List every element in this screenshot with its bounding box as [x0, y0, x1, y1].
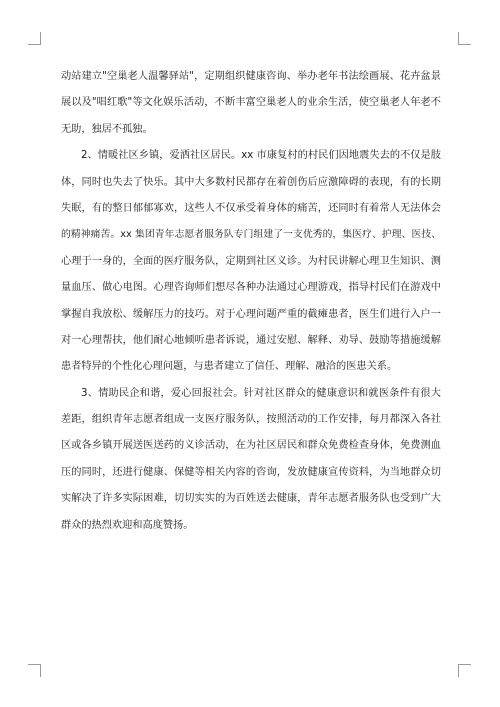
- text-line: 动站建立"空巢老人温馨驿站"，定期组织健康咨询、举办老年书法绘画展、花卉盆景: [61, 71, 441, 82]
- text-line: 心理于一身的，全面的医疗服务队，定期到社区义诊。为村民讲解心理卫生知识、测: [61, 255, 441, 267]
- text-line: 3、情助民企和谐，爱心回报社会。针对社区群众的健康意识和就医条件有很大: [81, 387, 441, 399]
- crop-mark-top-left: [28, 32, 41, 45]
- paragraph-2: [61, 143, 441, 381]
- text-line: 2、情暖社区乡镇，爱洒社区居民。xx 市康复村的村民们因地震失去的不仅是肢: [81, 150, 441, 162]
- paragraph-1: [61, 64, 441, 143]
- text-line: 展以及"唱红歌"等文化娱乐活动，不断丰富空巢老人的业余生活，使空巢老人年老不: [61, 97, 441, 109]
- text-line: 患者特异的个性化心理问题，与患者建立了信任、理解、融洽的医患关系。: [61, 361, 398, 373]
- crop-mark-bottom-left: [28, 664, 41, 677]
- crop-mark-bottom-right: [458, 664, 471, 677]
- text-line: 掌握自我放松、缓解压力的技巧。对于心理问题严重的截瘫患者，医生们进行入户一: [61, 308, 441, 320]
- text-line: 失眠，有的整日郁郁寡欢，这些人不仅承受着身体的痛苦，还同时有着常人无法体会: [61, 202, 441, 214]
- text-line: 体，同时也失去了快乐。其中大多数村民都存在着创伤后应激障碍的表现，有的长期: [61, 176, 441, 188]
- document-body: [61, 64, 441, 539]
- text-line: 无助，独居不孤独。: [61, 123, 153, 135]
- paragraph-3: [61, 381, 441, 539]
- text-line: 对一心理帮扶，他们耐心地倾听患者诉说，通过安慰、解释、劝导、鼓励等措施缓解: [61, 334, 441, 346]
- text-line: 实解决了许多实际困难，切切实实的为百姓送去健康，青年志愿者服务队也受到广大: [61, 493, 441, 505]
- text-line: 群众的热烈欢迎和高度赞扬。: [61, 519, 194, 531]
- text-line: 区或各乡镇开展送医送药的义诊活动，在为社区居民和群众免费检查身体，免费测血: [61, 440, 441, 452]
- text-line: 的精神痛苦。xx 集团青年志愿者服务队专门组建了一支优秀的，集医疗、护理、医技、: [61, 229, 441, 241]
- text-line: 压的同时，还进行健康、保健等相关内容的咨询，发放健康宣传资料，为当地群众切: [61, 466, 441, 478]
- text-line: 量血压、做心电图。心理咨询师们想尽各种办法通过心理游戏，指导村民们在游戏中: [61, 282, 441, 294]
- text-line: 差距，组织青年志愿者组成一支医疗服务队，按照活动的工作安排，每月都深入各社: [61, 414, 441, 426]
- crop-mark-top-right: [458, 32, 471, 45]
